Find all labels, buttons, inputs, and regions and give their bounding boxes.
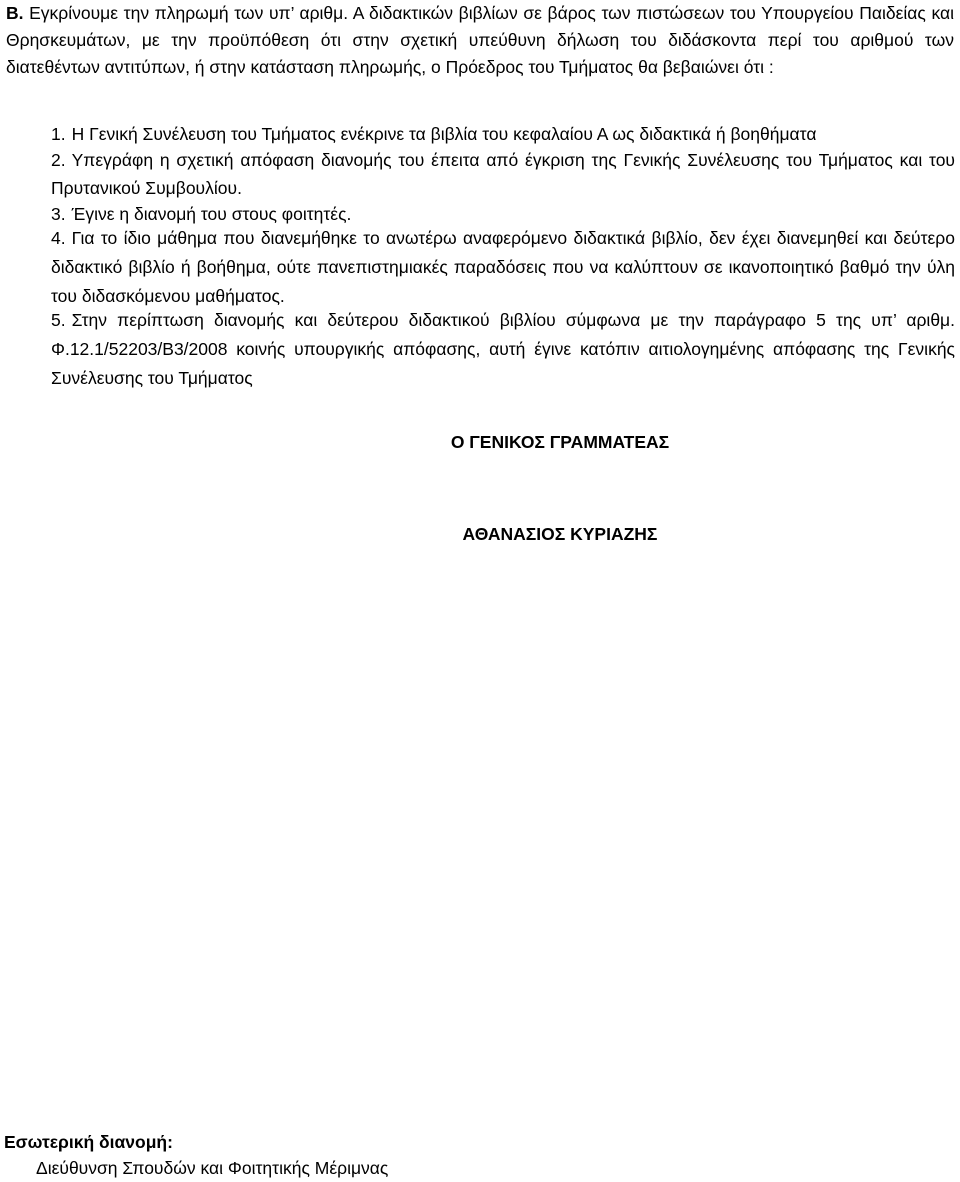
distribution-recipient: Διεύθυνση Σπουδών και Φοιτητικής Μέριμνας [36,1158,389,1178]
intro-paragraph [6,0,954,81]
list-item [51,146,955,202]
section-label: Β. [6,3,24,23]
item-number: 1. [51,124,66,144]
item-number: 5. [51,310,66,330]
distribution-label: Εσωτερική διανομή: [4,1132,173,1152]
item-number: 4. [51,228,66,248]
item-text: Στην περίπτωση διανομής και δεύτερου διδακτικού βιβλίου σύμφωνα με την παράγραφο 5 της υπ’ αριθμ. Φ.12.1/52203/Β3/2008 κοινής υπουργικής απόφασης, αυτή έγινε κατόπιν αιτιολογημένης απόφασης της Γενικής Συνέλευσης του Τμήματος [51,310,955,388]
signature-name [130,524,960,545]
item-number: 2. [51,150,66,170]
signature-title [130,432,960,453]
item-text: Υπεγράφη η σχετική απόφαση διανομής του έπειτα από έγκριση της Γενικής Συνέλευσης του Τμήματος και του Πρυτανικού Συμβουλίου. [51,150,955,198]
item-number: 3. [51,204,66,224]
item-text: Η Γενική Συνέλευση του Τμήματος ενέκρινε τα βιβλία του κεφαλαίου Α ως διδακτικά ή βοηθήματα [71,124,817,144]
list-item [51,224,955,311]
list-item [51,306,955,393]
intro-text: Εγκρίνουμε την πληρωμή των υπ’ αριθμ. Α διδακτικών βιβλίων σε βάρος των πιστώσεων του Υπουργείου Παιδείας και Θρησκευμάτων, με την προϋπόθεση ότι στην σχετική υπεύθυνη δήλωση του διδάσκοντα περί του αριθμού των διατεθέντων αντιτύπων, ή στην κατάσταση πληρωμής, ο Πρόεδρος του Τμήματος θα βεβαιώνει ότι : [6,3,954,77]
signature-title-text: Ο ΓΕΝΙΚΟΣ ΓΡΑΜΜΑΤΕΑΣ [450,432,670,452]
item-text: Έγινε η διανομή του στους φοιτητές. [71,204,352,224]
item-text: Για το ίδιο μάθημα που διανεμήθηκε το ανωτέρω αναφερόμενο διδακτικά βιβλίο, δεν έχει διανεμηθεί και δεύτερο διδακτικό βιβλίο ή βοήθημα, ούτε πανεπιστημιακές παραδόσεις που να καλύπτουν σε ικανοποιητικό βαθμό την ύλη του διδασκόμενου μαθήματος. [51,228,955,306]
signature-name-text: ΑΘΑΝΑΣΙΟΣ ΚΥΡΙΑΖΗΣ [462,524,658,544]
